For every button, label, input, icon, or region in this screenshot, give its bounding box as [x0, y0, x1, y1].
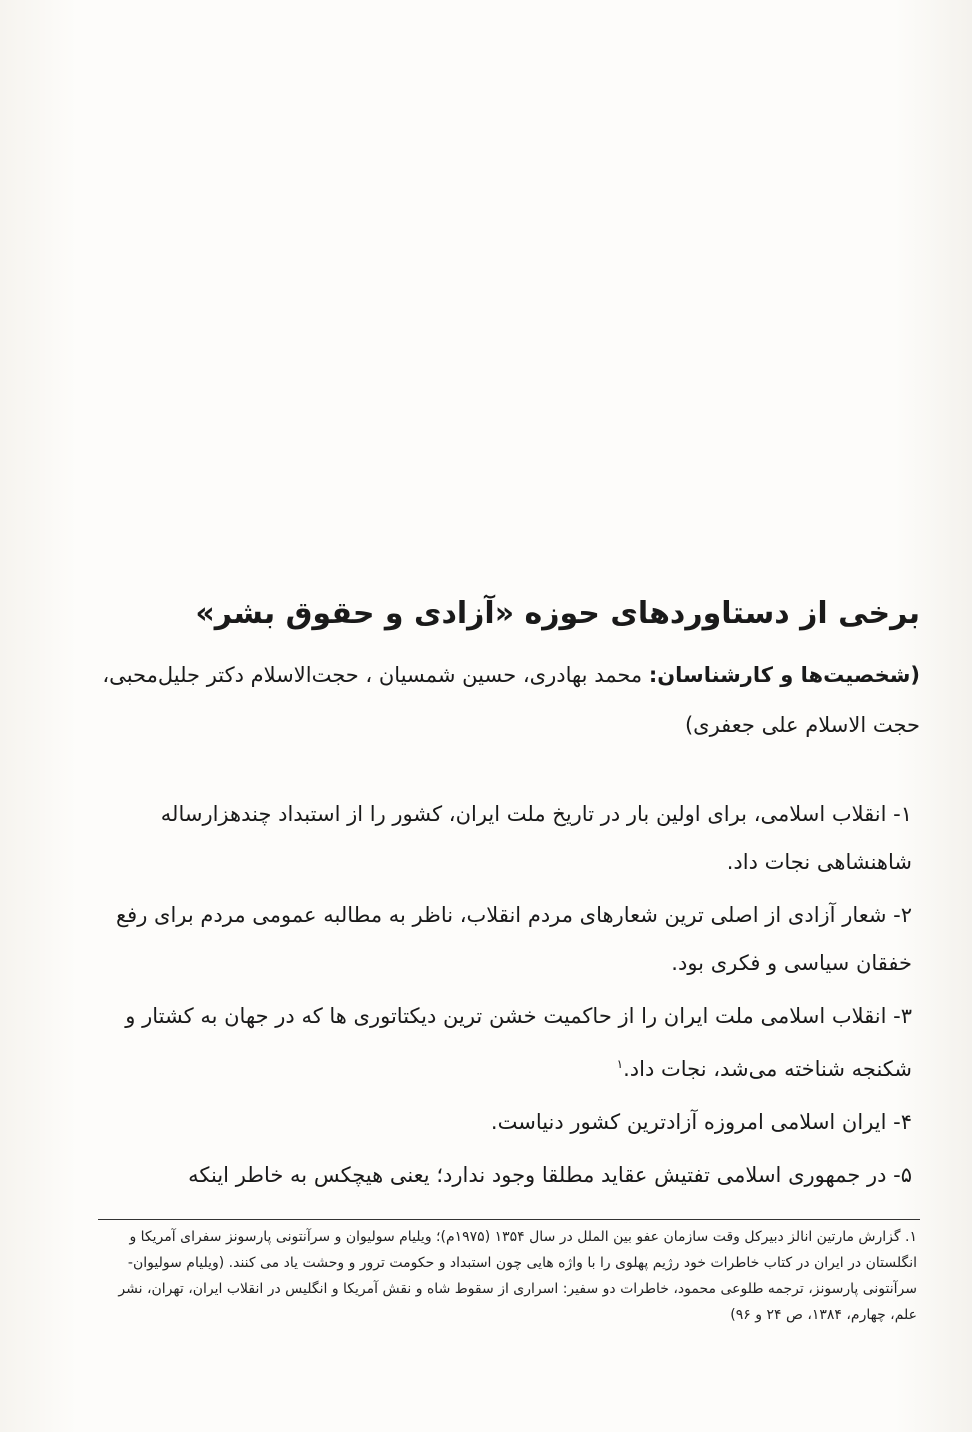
list-item — [90, 992, 912, 1093]
contributors-names-line1: محمد بهادری، حسین شمسیان ، حجت‌الاسلام دکتر — [206, 663, 649, 687]
footnote-reference[interactable]: ۱ — [616, 1057, 624, 1071]
item-text: ۲- شعار آزادی از اصلی ترین شعارهای مردم انقلاب، ناظر به مطالبه عمومی مردم برای رفع خفقان سیاسی و فکری بود. — [116, 903, 912, 975]
list-item — [90, 790, 912, 886]
achievements-list — [90, 790, 912, 1204]
item-text: ۴- ایران اسلامی امروزه آزادترین کشور دنیاست. — [490, 1110, 912, 1134]
list-item — [90, 1098, 912, 1146]
footnote: ۱. گزارش مارتین انالز دبیرکل وقت سازمان عفو بین الملل در سال ۱۳۵۴ (۱۹۷۵م)؛ ویلیام سولیوان و سرآنتونی پارسونز سفرای آمریکا و انگلستان در ایران در کتاب خاطرات خود رژیم پهلوی را با واژه هایی چون استبداد و حکومت ترور و وحشت یاد می کنند. (ویلیام سولیوان- سرآنتونی پارسونز، ترجمه طلوعی محمود، خاطرات دو سفیر: اسراری از سقوط شاه و نقش آمریکا و انگلیس در انقلاب ایران، تهران، نشر علم، چهارم، ۱۳۸۴، ص ۲۴ و ۹۶) — [118, 1229, 917, 1323]
contributors-names-line2: جلیل‌محبی، حجت الاسلام علی جعفری) — [102, 663, 920, 737]
list-item — [90, 891, 912, 987]
contributors-label: (شخصیت‌ها و کارشناسان: — [648, 663, 920, 687]
item-text: ۱- انقلاب اسلامی، برای اولین بار در تاریخ ملت ایران، کشور را از استبداد چندهزارساله شاهنشاهی نجات داد. — [160, 802, 912, 874]
footnote-divider — [98, 1219, 920, 1220]
item-text: ۵- در جمهوری اسلامی تفتیش عقاید مطلقا وجود ندارد؛ یعنی هیچکس به خاطر اینکه — [188, 1163, 912, 1187]
contributors-block — [90, 650, 920, 750]
list-item — [90, 1151, 912, 1199]
section-title: برخی از دستاوردهای حوزه «آزادی و حقوق بشر» — [195, 596, 920, 631]
item-text: ۳- انقلاب اسلامی ملت ایران را از حاکمیت خشن ترین دیکتاتوری ها که در جهان به کشتار و شکنجه شناخته می‌شد، نجات داد. — [125, 1004, 912, 1081]
